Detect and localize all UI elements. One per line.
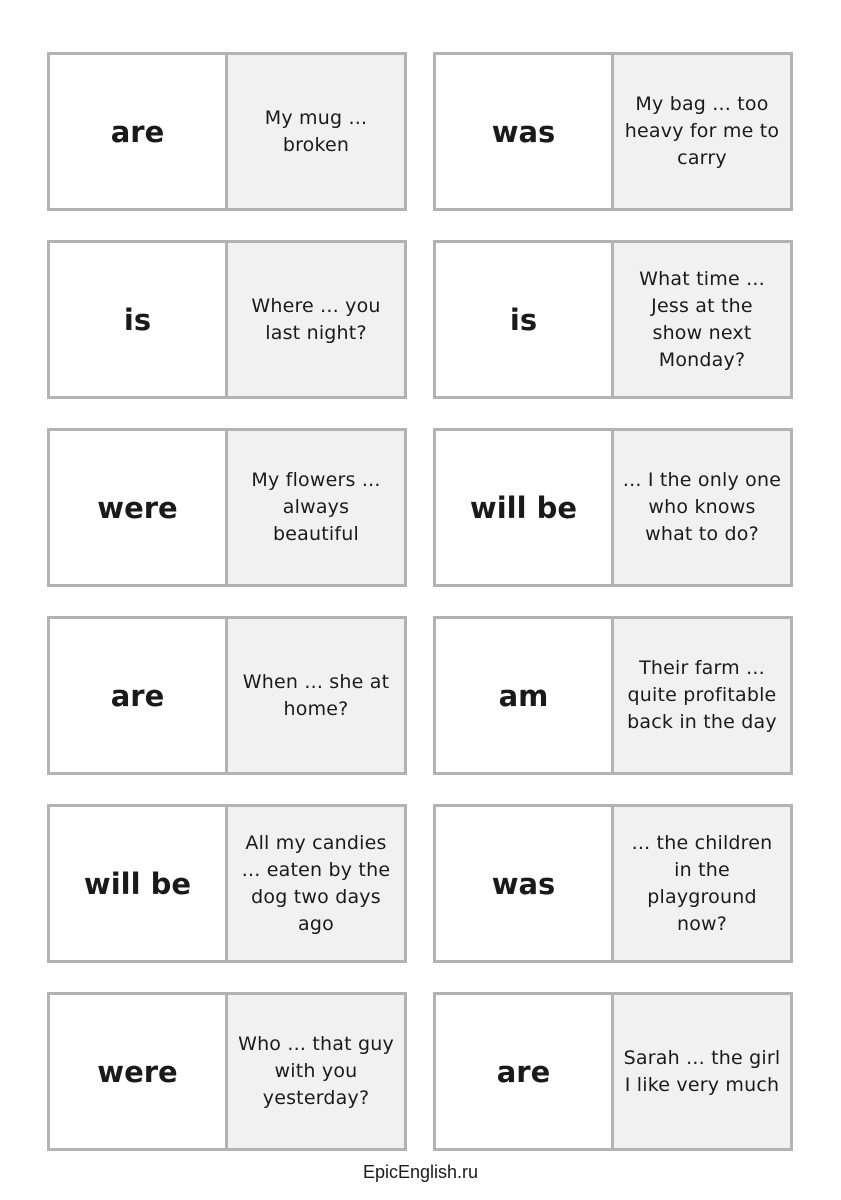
- question-line: ... I the only one: [622, 469, 782, 491]
- domino-card: [47, 240, 407, 399]
- card-answer: are: [50, 55, 228, 208]
- question-line: My flowers ...: [251, 469, 381, 491]
- question-line: playground: [647, 885, 757, 908]
- card-answer: will be: [436, 431, 614, 584]
- question-text: [242, 830, 390, 938]
- question-line: home?: [283, 697, 349, 720]
- question-text: [251, 467, 380, 548]
- question-line: Sarah ... the girl: [623, 1046, 781, 1069]
- card-answer: were: [50, 431, 228, 584]
- card-question: [228, 55, 404, 208]
- domino-card: [47, 804, 407, 963]
- question-line: now?: [676, 912, 728, 935]
- question-line: Jess at the: [651, 294, 753, 317]
- question-text: [624, 1045, 781, 1099]
- question-line: Where ... you: [251, 294, 381, 317]
- card-question: [614, 243, 790, 396]
- question-line: always: [282, 496, 350, 518]
- question-line: ago: [298, 912, 334, 935]
- question-line: What time ...: [639, 267, 765, 290]
- domino-card: [433, 616, 793, 775]
- card-question: [228, 995, 404, 1148]
- question-line: what to do?: [645, 523, 759, 545]
- question-line: back in the day: [627, 711, 777, 733]
- question-line: quite profitable: [627, 684, 777, 706]
- card-question: [228, 807, 404, 960]
- domino-card: [433, 804, 793, 963]
- domino-card: [47, 428, 407, 587]
- question-line: show next: [652, 321, 752, 344]
- card-question: [614, 55, 790, 208]
- question-line: heavy for me to: [624, 120, 780, 142]
- card-question: [614, 619, 790, 772]
- card-answer: are: [436, 995, 614, 1148]
- question-line: who knows: [648, 496, 756, 518]
- question-text: [627, 655, 777, 736]
- card-answer: is: [50, 243, 228, 396]
- domino-card-grid: [47, 52, 793, 1151]
- question-text: [639, 266, 765, 374]
- question-line: Monday?: [658, 348, 746, 371]
- question-line: yesterday?: [262, 1087, 370, 1109]
- question-line: Their farm ...: [639, 657, 765, 679]
- question-line: last night?: [265, 321, 367, 344]
- question-text: [632, 830, 773, 938]
- card-answer: was: [436, 807, 614, 960]
- card-answer: are: [50, 619, 228, 772]
- card-question: [614, 807, 790, 960]
- domino-card: [47, 992, 407, 1151]
- question-line: dog two days: [251, 885, 381, 908]
- question-line: Who ... that guy: [238, 1033, 394, 1055]
- card-question: [228, 619, 404, 772]
- question-line: When ... she at: [242, 670, 390, 693]
- question-line: My mug ...: [264, 106, 368, 129]
- question-line: beautiful: [273, 523, 359, 545]
- card-answer: were: [50, 995, 228, 1148]
- question-line: All my candies: [245, 831, 387, 854]
- card-question: [614, 995, 790, 1148]
- card-answer: am: [436, 619, 614, 772]
- footer-site-name: EpicEnglish.ru: [362, 1162, 479, 1182]
- question-line: carry: [677, 147, 727, 169]
- question-text: [265, 105, 367, 159]
- domino-card: [433, 992, 793, 1151]
- domino-card: [433, 240, 793, 399]
- domino-card: [47, 52, 407, 211]
- question-text: [251, 293, 380, 347]
- domino-card: [433, 428, 793, 587]
- card-question: [228, 431, 404, 584]
- question-line: My bag ... too: [635, 93, 769, 115]
- question-line: ... the children: [631, 831, 773, 854]
- domino-card: [47, 616, 407, 775]
- card-question: [228, 243, 404, 396]
- question-line: broken: [282, 133, 350, 156]
- card-answer: will be: [50, 807, 228, 960]
- card-question: [614, 431, 790, 584]
- question-text: [625, 91, 779, 172]
- question-line: with you: [274, 1060, 358, 1082]
- card-answer: is: [436, 243, 614, 396]
- question-text: [243, 669, 390, 723]
- domino-card: [433, 52, 793, 211]
- question-line: I like very much: [624, 1073, 780, 1096]
- question-line: ... eaten by the: [241, 858, 391, 881]
- question-text: [623, 467, 781, 548]
- question-text: [238, 1031, 394, 1112]
- card-answer: was: [436, 55, 614, 208]
- question-line: in the: [674, 858, 730, 881]
